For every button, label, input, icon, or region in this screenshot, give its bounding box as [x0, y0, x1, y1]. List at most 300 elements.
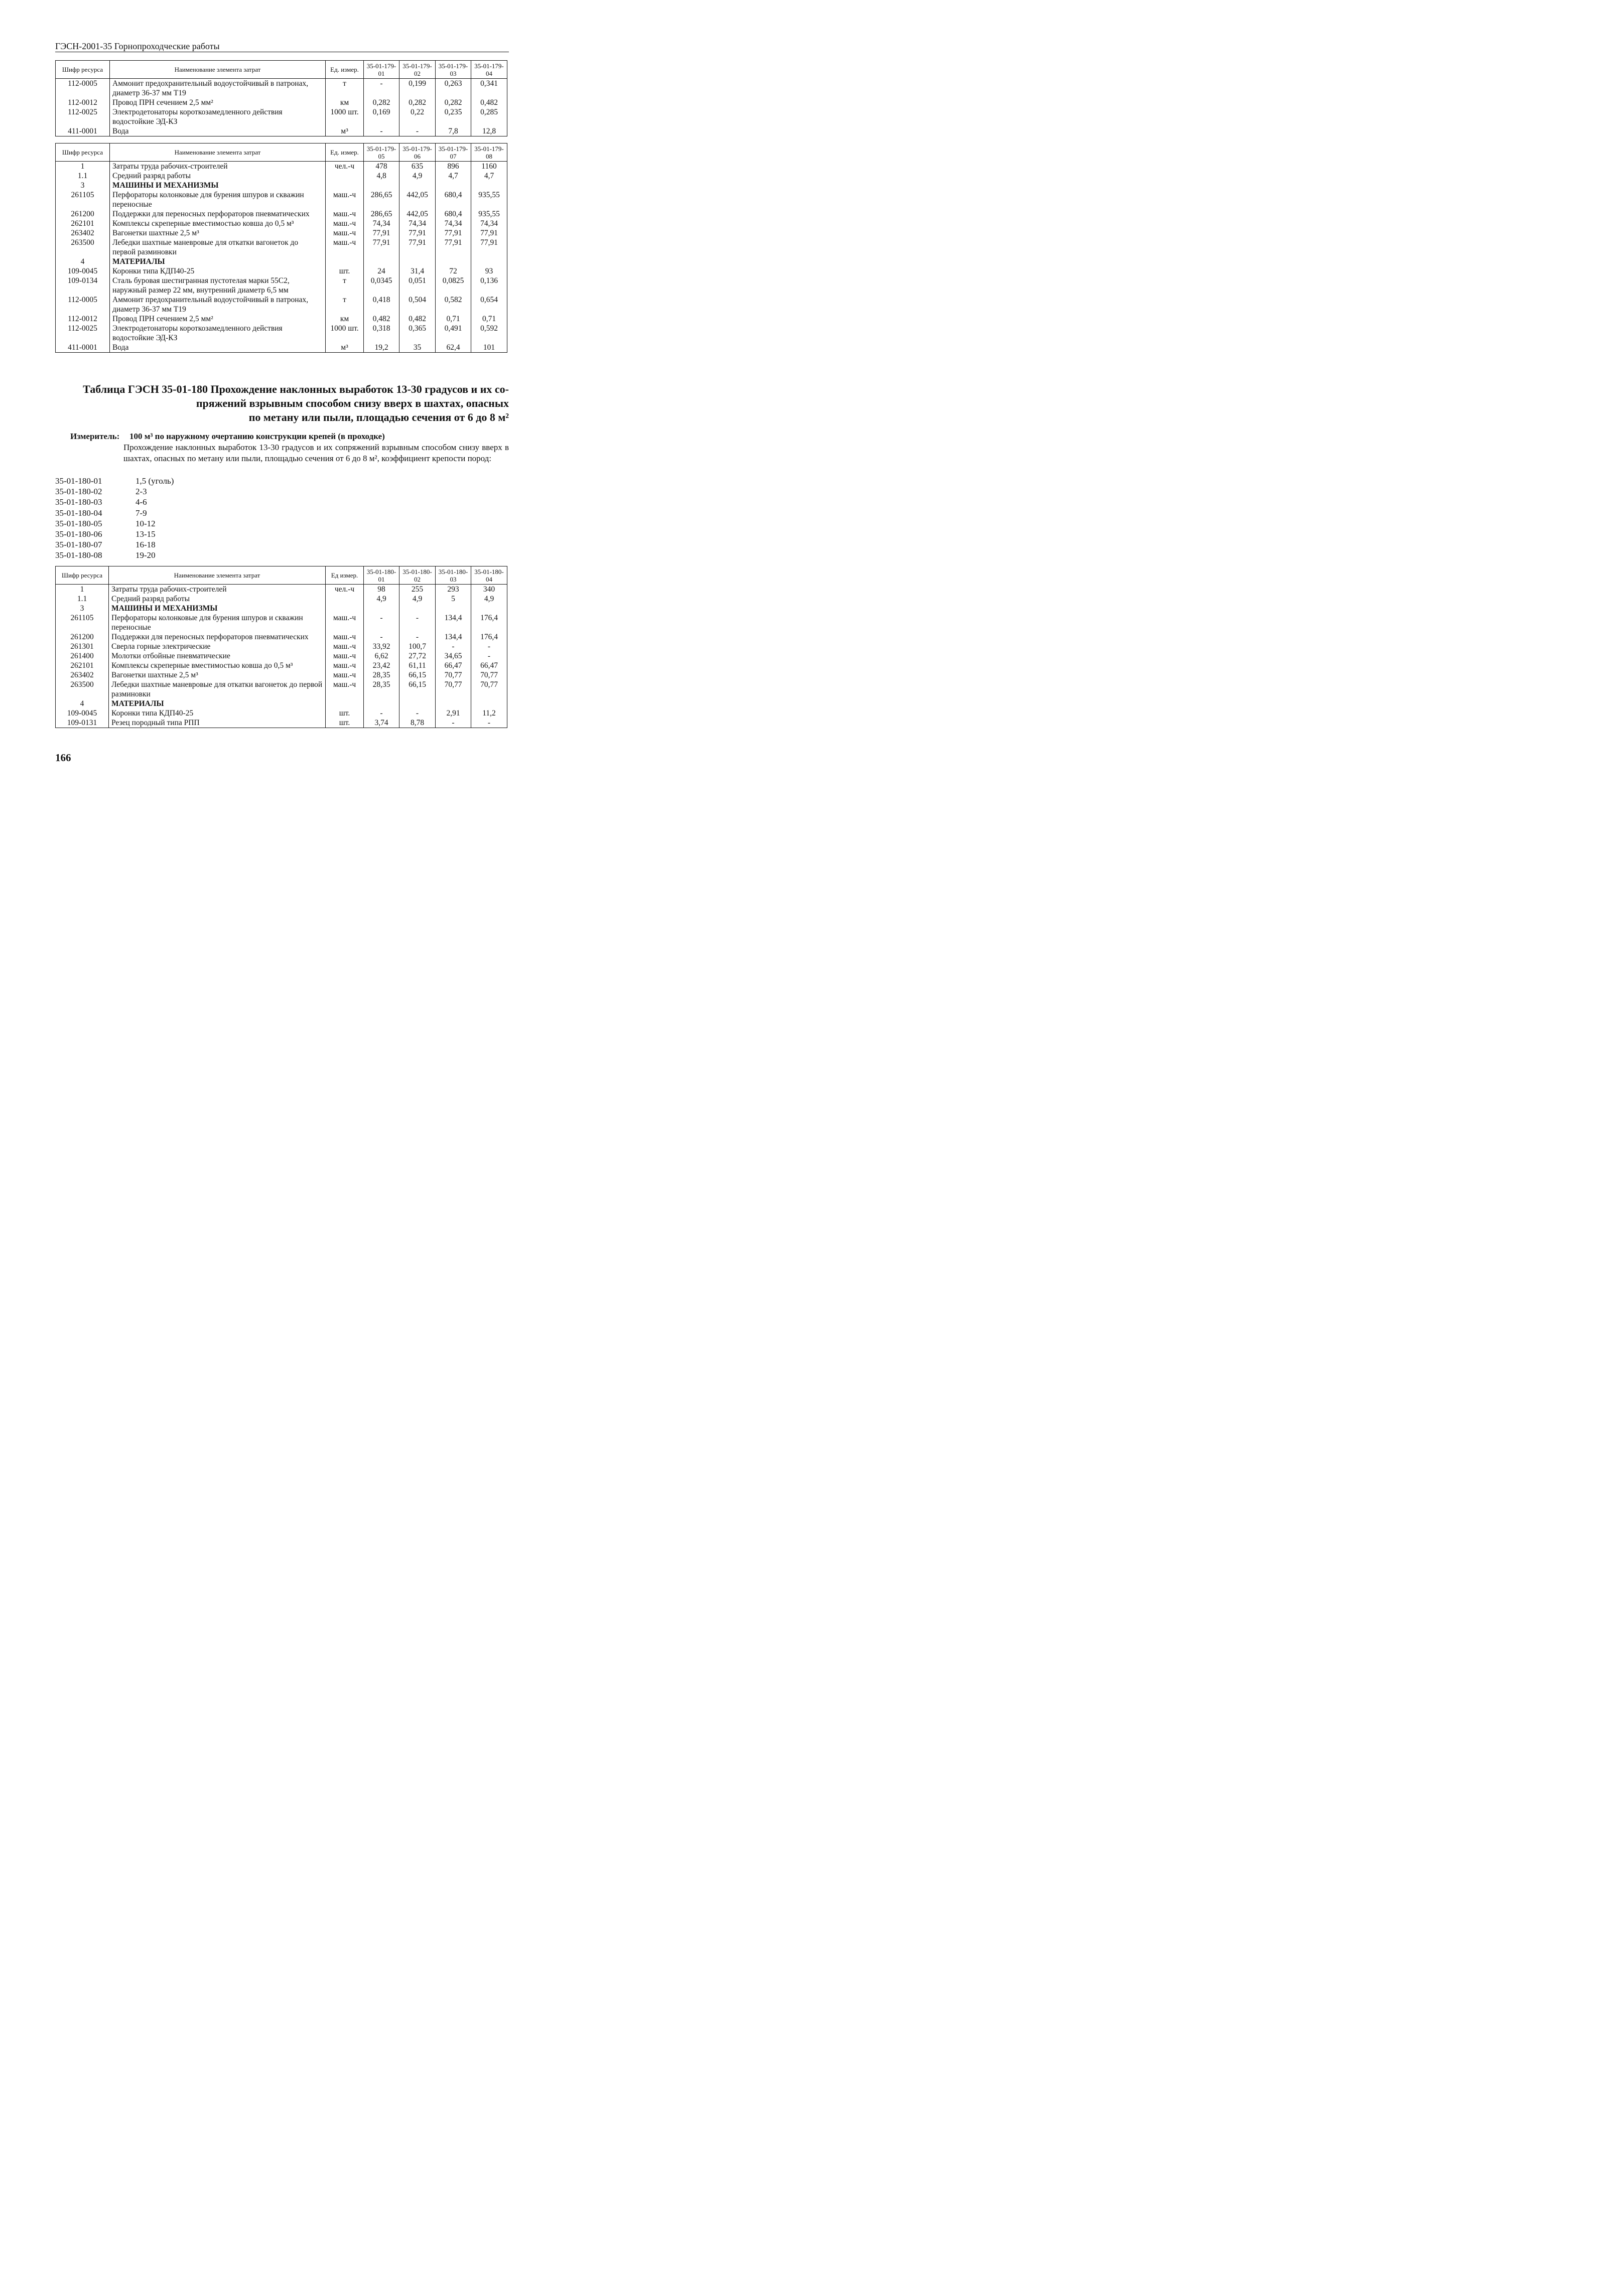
table-row: [56, 632, 507, 642]
resource-code: 4: [56, 699, 109, 708]
code-list-item: [55, 539, 174, 550]
resource-unit: маш.-ч: [326, 651, 364, 661]
rate-value: 4,9: [471, 594, 507, 604]
rate-value: 0,491: [436, 324, 471, 343]
resource-unit: маш.-ч: [326, 219, 364, 228]
resource-unit: т: [326, 276, 364, 295]
rate-value: 935,55: [471, 209, 507, 219]
rate-value: 19,2: [364, 343, 399, 353]
rate-value: 680,4: [436, 190, 471, 209]
hardness-value: 7-9: [136, 508, 147, 518]
rate-value: [471, 699, 507, 708]
rate-value: [399, 257, 436, 266]
rate-value: -: [364, 708, 399, 718]
resource-code: 261105: [56, 190, 110, 209]
rate-value: [471, 257, 507, 266]
resource-unit: маш.-ч: [326, 190, 364, 209]
col-rate-header: 35-01-179-05: [364, 144, 399, 162]
resource-unit: [326, 699, 364, 708]
resource-name: Средний разряд работы: [110, 171, 326, 181]
rate-value: [399, 181, 436, 190]
resource-code: 112-0025: [56, 107, 110, 126]
rate-value: [436, 604, 471, 613]
rate-value: 286,65: [364, 209, 399, 219]
norm-code: 35-01-180-04: [55, 508, 102, 518]
resource-name: Электродетонаторы короткозамедленного действия водостойкие ЭД-КЗ: [110, 324, 326, 343]
resource-code: 261200: [56, 632, 109, 642]
rate-value: 11,2: [471, 708, 507, 718]
table-row: [56, 594, 507, 604]
rate-value: 176,4: [471, 613, 507, 632]
rate-value: 77,91: [436, 238, 471, 257]
code-list-item: [55, 476, 174, 486]
col-name-header: Наименование элемента затрат: [110, 144, 326, 162]
rate-value: 70,77: [436, 680, 471, 699]
col-code-header: Шифр ресурса: [56, 144, 110, 162]
resource-code: 112-0025: [56, 324, 110, 343]
rate-value: 896: [436, 162, 471, 172]
rate-value: 0,592: [471, 324, 507, 343]
table-title-line: Таблица ГЭСН 35-01-180 Прохождение наклонных выработок 13-30 градусов и их со-: [83, 383, 509, 395]
hardness-value: 19-20: [136, 550, 156, 560]
resource-code: 262101: [56, 661, 109, 670]
section-row: [56, 604, 507, 613]
rate-value: 4,9: [399, 594, 436, 604]
resource-name: Коронки типа КДП40-25: [110, 266, 326, 276]
rate-value: 0,365: [399, 324, 436, 343]
table-row: [56, 708, 507, 718]
rate-value: 74,34: [471, 219, 507, 228]
resource-unit: чел.-ч: [326, 585, 364, 595]
code-list-item: [55, 497, 174, 507]
rate-value: 4,9: [399, 171, 436, 181]
resource-name: МАШИНЫ И МЕХАНИЗМЫ: [110, 181, 326, 190]
table-row: [56, 295, 507, 314]
rate-value: 61,11: [399, 661, 436, 670]
table-row: [56, 107, 507, 126]
col-unit-header: Ед. измер.: [326, 61, 364, 79]
rate-value: 0,482: [399, 314, 436, 324]
table-title-line: по метану или пыли, площадью сечения от 6 до 8 м²: [248, 411, 509, 423]
rate-value: 66,47: [471, 661, 507, 670]
rate-value: 0,482: [471, 98, 507, 107]
table-row: [56, 670, 507, 680]
resource-code: 3: [56, 604, 109, 613]
rate-value: 70,77: [471, 670, 507, 680]
col-rate-header: 35-01-179-04: [471, 61, 507, 79]
col-name-header: Наименование элемента затрат: [110, 61, 326, 79]
resource-unit: маш.-ч: [326, 661, 364, 670]
resource-unit: маш.-ч: [326, 228, 364, 238]
resource-code: 109-0134: [56, 276, 110, 295]
rate-value: 77,91: [471, 228, 507, 238]
table-row: [56, 219, 507, 228]
rate-value: 74,34: [436, 219, 471, 228]
table-row: [56, 238, 507, 257]
resource-name: Аммонит предохранительный водоустойчивый в патронах, диаметр 36-37 мм Т19: [110, 79, 326, 98]
rate-value: 0,22: [399, 107, 436, 126]
resource-code: 1.1: [56, 171, 110, 181]
rate-value: -: [471, 718, 507, 728]
table-row: [56, 98, 507, 107]
rate-value: [436, 699, 471, 708]
rate-value: [471, 604, 507, 613]
resource-name: Молотки отбойные пневматические: [109, 651, 326, 661]
resource-unit: [326, 181, 364, 190]
rate-value: 74,34: [364, 219, 399, 228]
section-row: [56, 257, 507, 266]
resource-unit: [326, 604, 364, 613]
rate-value: 70,77: [436, 670, 471, 680]
rate-value: [364, 181, 399, 190]
col-rate-header: 35-01-179-02: [399, 61, 436, 79]
rate-value: 66,15: [399, 680, 436, 699]
rate-value: [364, 257, 399, 266]
resource-unit: м³: [326, 343, 364, 353]
resource-name: Поддержки для переносных перфораторов пневматических: [109, 632, 326, 642]
resource-name: МАТЕРИАЛЫ: [110, 257, 326, 266]
table-row: [56, 718, 507, 728]
resource-code: 4: [56, 257, 110, 266]
col-code-header: Шифр ресурса: [56, 566, 109, 585]
hardness-value: 2-3: [136, 487, 147, 497]
resource-code: 109-0045: [56, 708, 109, 718]
resource-name: Затраты труда рабочих-строителей: [109, 585, 326, 595]
norm-code: 35-01-180-08: [55, 550, 102, 560]
rate-value: -: [436, 642, 471, 651]
rate-value: -: [436, 718, 471, 728]
resource-name: Комплексы скреперные вместимостью ковша до 0,5 м³: [110, 219, 326, 228]
rate-value: 680,4: [436, 209, 471, 219]
col-rate-header: 35-01-179-07: [436, 144, 471, 162]
measure-label: Измеритель:: [70, 432, 120, 441]
resource-name: Электродетонаторы короткозамедленного действия водостойкие ЭД-КЗ: [110, 107, 326, 126]
col-rate-header: 35-01-180-04: [471, 566, 507, 585]
rate-value: -: [399, 613, 436, 632]
rate-value: 77,91: [436, 228, 471, 238]
rate-value: 28,35: [364, 680, 399, 699]
resource-code: 112-0012: [56, 314, 110, 324]
resource-code: 263402: [56, 228, 110, 238]
rate-value: 7,8: [436, 126, 471, 136]
resource-name: Лебедки шахтные маневровые для откатки вагонеток до первой разминовки: [110, 238, 326, 257]
rate-value: [364, 699, 399, 708]
table-row: [56, 642, 507, 651]
rate-value: 0,654: [471, 295, 507, 314]
table-row: [56, 680, 507, 699]
resource-name: Перфораторы колонковые для бурения шпуров и скважин переносные: [110, 190, 326, 209]
resource-name: Вода: [110, 126, 326, 136]
rate-value: 77,91: [364, 238, 399, 257]
resource-code: 112-0005: [56, 79, 110, 98]
resource-unit: т: [326, 295, 364, 314]
table-row: [56, 276, 507, 295]
rate-value: 4,7: [471, 171, 507, 181]
resource-name: Коронки типа КДП40-25: [109, 708, 326, 718]
table-row: [56, 162, 507, 172]
resource-name: Лебедки шахтные маневровые для откатки вагонеток до первой разминовки: [109, 680, 326, 699]
rate-value: 77,91: [471, 238, 507, 257]
resource-code: 112-0005: [56, 295, 110, 314]
resource-table-180-01-04: [55, 566, 507, 728]
rate-value: 0,282: [399, 98, 436, 107]
rate-value: 176,4: [471, 632, 507, 642]
table-row: [56, 324, 507, 343]
resource-unit: маш.-ч: [326, 642, 364, 651]
rate-value: 27,72: [399, 651, 436, 661]
code-list-item: [55, 518, 174, 529]
rate-value: 66,15: [399, 670, 436, 680]
resource-unit: маш.-ч: [326, 680, 364, 699]
resource-name: Затраты труда рабочих-строителей: [110, 162, 326, 172]
rate-value: 70,77: [471, 680, 507, 699]
running-header: ГЭСН-2001-35 Горнопроходческие работы: [55, 41, 220, 51]
resource-name: Сверла горные электрические: [109, 642, 326, 651]
rate-value: [399, 699, 436, 708]
resource-unit: чел.-ч: [326, 162, 364, 172]
resource-name: Провод ПРН сечением 2,5 мм²: [110, 98, 326, 107]
rate-value: 72: [436, 266, 471, 276]
resource-name: Комплексы скреперные вместимостью ковша до 0,5 м³: [109, 661, 326, 670]
resource-name: МАШИНЫ И МЕХАНИЗМЫ: [109, 604, 326, 613]
measure-value: 100 м³ по наружному очертанию конструкции крепей (в проходке): [129, 432, 385, 441]
rate-value: 0,051: [399, 276, 436, 295]
rate-value: 101: [471, 343, 507, 353]
resource-code: 411-0001: [56, 126, 110, 136]
rate-value: 100,7: [399, 642, 436, 651]
resource-code: 261200: [56, 209, 110, 219]
resource-code: 109-0131: [56, 718, 109, 728]
rate-value: 0,282: [364, 98, 399, 107]
rate-value: 0,0345: [364, 276, 399, 295]
resource-code: 261105: [56, 613, 109, 632]
col-name-header: Наименование элемента затрат: [109, 566, 326, 585]
code-list-item: [55, 529, 174, 539]
table-row: [56, 171, 507, 181]
rate-value: 0,169: [364, 107, 399, 126]
table-title-line: пряжений взрывным способом снизу вверх в шахтах, опасных: [196, 397, 509, 409]
rate-value: [399, 604, 436, 613]
rate-value: -: [399, 126, 436, 136]
resource-code: 1: [56, 585, 109, 595]
resource-name: Вода: [110, 343, 326, 353]
resource-name: Перфораторы колонковые для бурения шпуров и скважин переносные: [109, 613, 326, 632]
section-row: [56, 181, 507, 190]
rate-value: 635: [399, 162, 436, 172]
col-rate-header: 35-01-179-03: [436, 61, 471, 79]
resource-unit: шт.: [326, 708, 364, 718]
table-row: [56, 79, 507, 98]
rate-value: 0,318: [364, 324, 399, 343]
rate-value: 28,35: [364, 670, 399, 680]
resource-unit: маш.-ч: [326, 613, 364, 632]
resource-code: 3: [56, 181, 110, 190]
rate-value: 23,42: [364, 661, 399, 670]
rate-value: 4,8: [364, 171, 399, 181]
rate-value: 2,91: [436, 708, 471, 718]
resource-unit: маш.-ч: [326, 632, 364, 642]
hardness-value: 1,5 (уголь): [136, 476, 174, 486]
resource-name: Вагонетки шахтные 2,5 м³: [109, 670, 326, 680]
resource-code: 1: [56, 162, 110, 172]
table-row: [56, 190, 507, 209]
resource-unit: 1000 шт.: [326, 107, 364, 126]
norm-code: 35-01-180-05: [55, 518, 102, 528]
norm-code: 35-01-180-03: [55, 497, 102, 507]
rate-value: [436, 257, 471, 266]
rate-value: 8,78: [399, 718, 436, 728]
col-unit-header: Ед измер.: [326, 566, 364, 585]
rate-value: 0,341: [471, 79, 507, 98]
rate-value: 35: [399, 343, 436, 353]
rate-value: -: [399, 632, 436, 642]
rate-value: 0,71: [436, 314, 471, 324]
col-rate-header: 35-01-179-06: [399, 144, 436, 162]
rate-value: 3,74: [364, 718, 399, 728]
resource-unit: м³: [326, 126, 364, 136]
resource-unit: маш.-ч: [326, 238, 364, 257]
col-unit-header: Ед. измер.: [326, 144, 364, 162]
rate-value: -: [399, 708, 436, 718]
code-list: [55, 476, 174, 561]
resource-name: Резец породный типа РПП: [109, 718, 326, 728]
resource-code: 1.1: [56, 594, 109, 604]
resource-code: 261400: [56, 651, 109, 661]
resource-code: 411-0001: [56, 343, 110, 353]
resource-code: 263402: [56, 670, 109, 680]
resource-name: Поддержки для переносных перфораторов пневматических: [110, 209, 326, 219]
rate-value: 134,4: [436, 613, 471, 632]
rate-value: 66,47: [436, 661, 471, 670]
hardness-value: 4-6: [136, 497, 147, 507]
rate-value: 0,418: [364, 295, 399, 314]
code-list-item: [55, 508, 174, 518]
rate-value: 31,4: [399, 266, 436, 276]
rate-value: 4,9: [364, 594, 399, 604]
norm-code: 35-01-180-07: [55, 540, 102, 550]
resource-unit: маш.-ч: [326, 209, 364, 219]
resource-name: МАТЕРИАЛЫ: [109, 699, 326, 708]
resource-unit: 1000 шт.: [326, 324, 364, 343]
resource-code: 263500: [56, 680, 109, 699]
table-row: [56, 126, 507, 136]
rate-value: 62,4: [436, 343, 471, 353]
resource-unit: шт.: [326, 718, 364, 728]
resource-unit: т: [326, 79, 364, 98]
rate-value: 340: [471, 585, 507, 595]
table-row: [56, 314, 507, 324]
resource-name: Вагонетки шахтные 2,5 м³: [110, 228, 326, 238]
rate-value: 0,0825: [436, 276, 471, 295]
col-rate-header: 35-01-179-01: [364, 61, 399, 79]
resource-code: 109-0045: [56, 266, 110, 276]
resource-code: 263500: [56, 238, 110, 257]
table-row: [56, 661, 507, 670]
rate-value: 5: [436, 594, 471, 604]
rate-value: 478: [364, 162, 399, 172]
table-row: [56, 651, 507, 661]
resource-unit: [326, 594, 364, 604]
norm-code: 35-01-180-02: [55, 487, 102, 497]
resource-unit: [326, 171, 364, 181]
rate-value: -: [364, 613, 399, 632]
resource-unit: [326, 257, 364, 266]
rate-value: [471, 181, 507, 190]
rate-value: 442,05: [399, 209, 436, 219]
resource-unit: км: [326, 314, 364, 324]
resource-code: 262101: [56, 219, 110, 228]
rate-value: 0,235: [436, 107, 471, 126]
table-title: [55, 382, 509, 424]
hardness-value: 13-15: [136, 529, 156, 539]
rate-value: 77,91: [399, 238, 436, 257]
col-rate-header: 35-01-179-08: [471, 144, 507, 162]
rate-value: 0,482: [364, 314, 399, 324]
table-row: [56, 228, 507, 238]
rate-value: 74,34: [399, 219, 436, 228]
rate-value: 286,65: [364, 190, 399, 209]
rate-value: 935,55: [471, 190, 507, 209]
rate-value: -: [471, 651, 507, 661]
rate-value: 0,136: [471, 276, 507, 295]
rate-value: 293: [436, 585, 471, 595]
rate-value: 34,65: [436, 651, 471, 661]
hardness-value: 16-18: [136, 540, 156, 550]
rate-value: 134,4: [436, 632, 471, 642]
rate-value: 93: [471, 266, 507, 276]
hardness-value: 10-12: [136, 518, 156, 528]
col-rate-header: 35-01-180-03: [436, 566, 471, 585]
rate-value: [364, 604, 399, 613]
rate-value: 1160: [471, 162, 507, 172]
rate-value: 0,504: [399, 295, 436, 314]
code-list-item: [55, 550, 174, 560]
table-row: [56, 266, 507, 276]
norm-code: 35-01-180-01: [55, 476, 102, 486]
rate-value: 6,62: [364, 651, 399, 661]
resource-table-179-01-04: [55, 60, 507, 136]
rate-value: -: [471, 642, 507, 651]
section-row: [56, 699, 507, 708]
col-rate-header: 35-01-180-01: [364, 566, 399, 585]
rate-value: 33,92: [364, 642, 399, 651]
rate-value: 4,7: [436, 171, 471, 181]
resource-unit: маш.-ч: [326, 670, 364, 680]
resource-unit: шт.: [326, 266, 364, 276]
rate-value: 0,263: [436, 79, 471, 98]
rate-value: -: [364, 79, 399, 98]
col-rate-header: 35-01-180-02: [399, 566, 436, 585]
col-code-header: Шифр ресурса: [56, 61, 110, 79]
rate-value: 255: [399, 585, 436, 595]
rate-value: 12,8: [471, 126, 507, 136]
table-row: [56, 585, 507, 595]
resource-unit: км: [326, 98, 364, 107]
table-row: [56, 613, 507, 632]
page-number: 166: [55, 752, 71, 764]
resource-code: 112-0012: [56, 98, 110, 107]
rate-value: 77,91: [364, 228, 399, 238]
resource-name: Сталь буровая шестигранная пустотелая марки 55С2, наружный размер 22 мм, внутренний диаметр 6,5 мм: [110, 276, 326, 295]
code-list-item: [55, 486, 174, 497]
rate-value: 0,199: [399, 79, 436, 98]
rate-value: -: [364, 126, 399, 136]
table-row: [56, 343, 507, 353]
rate-value: 24: [364, 266, 399, 276]
rate-value: 0,582: [436, 295, 471, 314]
rate-value: 77,91: [399, 228, 436, 238]
rate-value: 0,71: [471, 314, 507, 324]
